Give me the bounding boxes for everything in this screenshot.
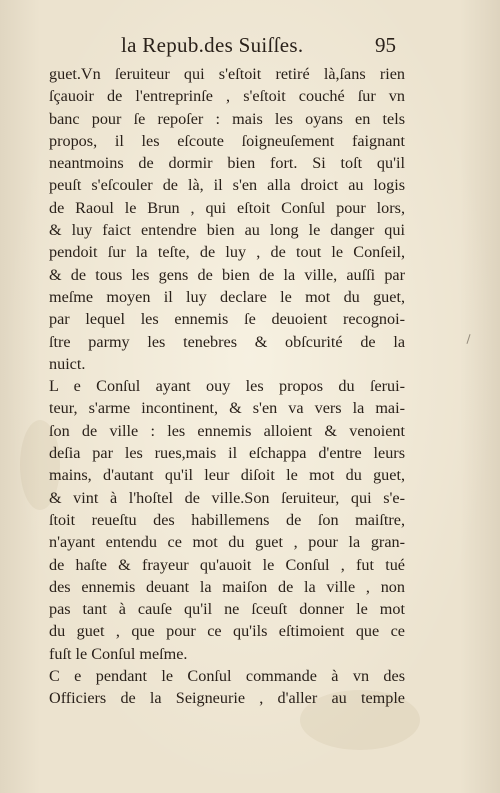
text-line: C e pendant le Conſul commande à vn des [49,667,405,686]
text-line: pendoit ſur la teſte, de luy , de tout le Conſeil, [49,243,405,262]
text-line: & de tous les gens de bien de la ville, auſſi par [49,265,405,284]
text-line: ſon de ville : les ennemis alloient & venoient [49,421,405,440]
text-line: du guet , que pour ce qu'ils eſtimoient que ce [49,622,405,641]
text-line: de haſte & frayeur qu'auoit le Conſul , fut tué [49,555,405,574]
page-number: 95 [375,33,396,57]
text-line: nuict. [49,354,86,373]
text-line: de Raoul le Brun , qui eſtoit Conſul pour lors, [49,198,405,217]
body-text [49,63,405,710]
text-line: guet.Vn ſeruiteur qui s'eſtoit retiré là,ſans rien [49,65,405,83]
text-line: par lequel les ennemis ſe deuoient recognoi- [49,310,405,329]
text-line: banc pour ſe repoſer : mais les oyans en tels [49,109,405,128]
text-line: fuſt le Conſul meſme. [49,644,188,663]
text-line: des ennemis deuant la maiſon de la ville , non [49,577,405,596]
text-line: mains, d'autant qu'il leur diſoit le mot du guet, [49,466,405,485]
text-line: pas tant à cauſe qu'il ne ſceuſt donner le mot [49,600,405,619]
text-line: n'ayant entendu ce mot du guet , pour la gran- [49,533,405,552]
text-line: neantmoins de dormir bien fort. Si toſt qu'il [49,154,405,173]
text-line: Officiers de la Seigneurie , d'aller au temple [49,689,405,708]
page-header [0,33,500,63]
text-line: ſtoit reueſtu des habillemens de ſon maiſtre, [49,510,405,529]
text-line: & vint à l'hoſtel de ville.Son ſeruiteur, qui s'e- [49,488,405,507]
running-title: la Repub.des Suiſſes. [121,33,304,57]
text-line: & luy faict entendre bien au long le danger qui [49,221,405,240]
text-line: ſçauoir de l'entreprinſe , s'eſtoit couché ſur vn [49,87,405,106]
text-line: teur, s'arme incontinent, & s'en va vers la mai- [49,399,405,418]
text-line: L e Conſul ayant ouy les propos du ſerui- [49,377,405,396]
text-line: peuſt s'eſcouler de là, il s'en alla droict au logis [49,176,405,195]
text-line: meſme moyen il luy declare le mot du guet, [49,287,405,306]
text-line: deſia par les rues,mais il eſchappa d'entre leurs [49,444,405,463]
margin-mark [466,334,470,344]
text-line: propos, il les eſcoute ſoigneuſement faignant [49,131,405,150]
text-line: ſtre parmy les tenebres & obſcurité de la [49,332,405,351]
